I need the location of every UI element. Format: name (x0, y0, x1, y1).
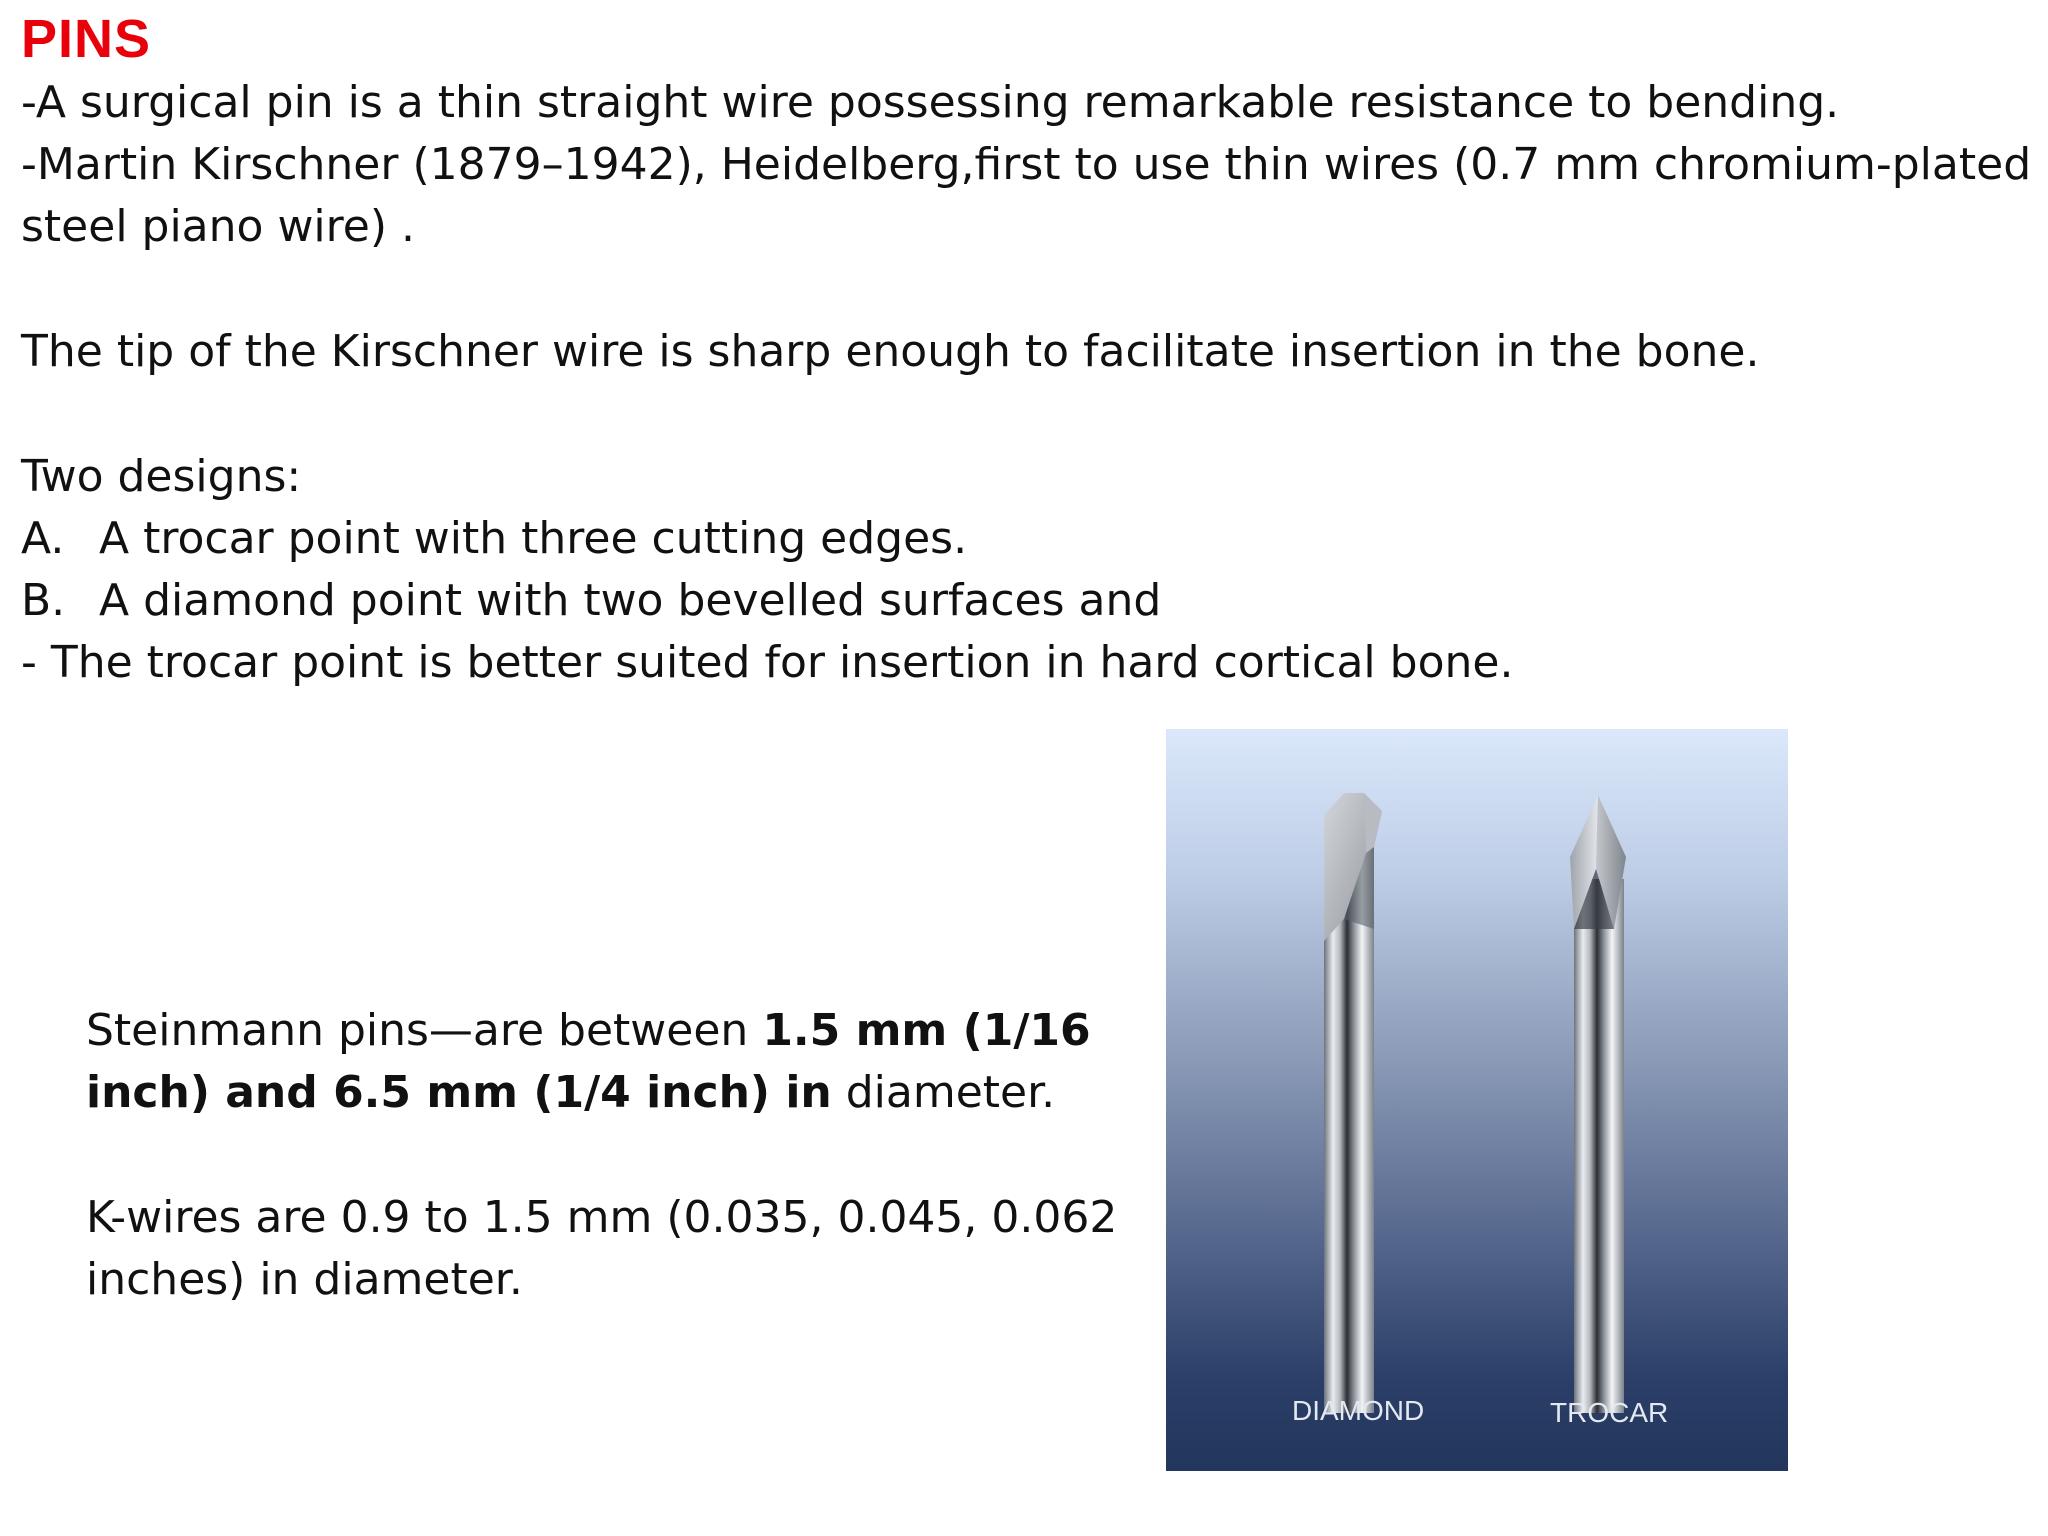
body-line-trocar-note: - The trocar point is better suited for insertion in hard cortical bone. (21, 637, 1514, 688)
steinmann-line-1 (86, 1000, 1091, 1062)
kwires-line-2: inches) in diameter. (86, 1254, 523, 1305)
steinmann-suffix: diameter. (831, 1067, 1056, 1118)
steinmann-bold-1: 1.5 mm (1/16 (762, 1005, 1091, 1056)
list-marker: B. (21, 575, 66, 626)
pin-tips-figure (1166, 729, 1788, 1471)
steinmann-line-2 (86, 1062, 1055, 1124)
diamond-label: DIAMOND (1292, 1395, 1425, 1426)
body-line-surgical-pin: -A surgical pin is a thin straight wire possessing remarkable resistance to bending. (21, 77, 1840, 128)
trocar-label: TROCAR (1550, 1397, 1669, 1428)
page-title: PINS (21, 9, 152, 69)
body-line-tip: The tip of the Kirschner wire is sharp enough to facilitate insertion in the bone. (21, 326, 1760, 377)
list-item-design-a (21, 510, 967, 568)
list-item-text: A diamond point with two bevelled surfaces and (99, 575, 1162, 626)
kwires-line-1: K-wires are 0.9 to 1.5 mm (0.035, 0.045, 0.062 (86, 1192, 1118, 1243)
steinmann-bold-2: inch) and 6.5 mm (1/4 inch) in (86, 1067, 832, 1118)
body-line-piano-wire: steel piano wire) . (21, 201, 415, 252)
body-line-kirschner: -Martin Kirschner (1879–1942), Heidelberg,first to use thin wires (0.7 mm chromium-plated (21, 139, 2032, 190)
body-line-two-designs: Two designs: (21, 451, 302, 502)
trocar-pin-icon (1570, 795, 1626, 1413)
list-marker: A. (21, 513, 65, 564)
diamond-pin-icon (1324, 793, 1382, 1413)
list-item-design-b (21, 572, 1161, 630)
list-item-text: A trocar point with three cutting edges. (99, 513, 968, 564)
steinmann-prefix: Steinmann pins—are between (86, 1005, 763, 1056)
pin-tips-illustration (1166, 729, 1788, 1471)
